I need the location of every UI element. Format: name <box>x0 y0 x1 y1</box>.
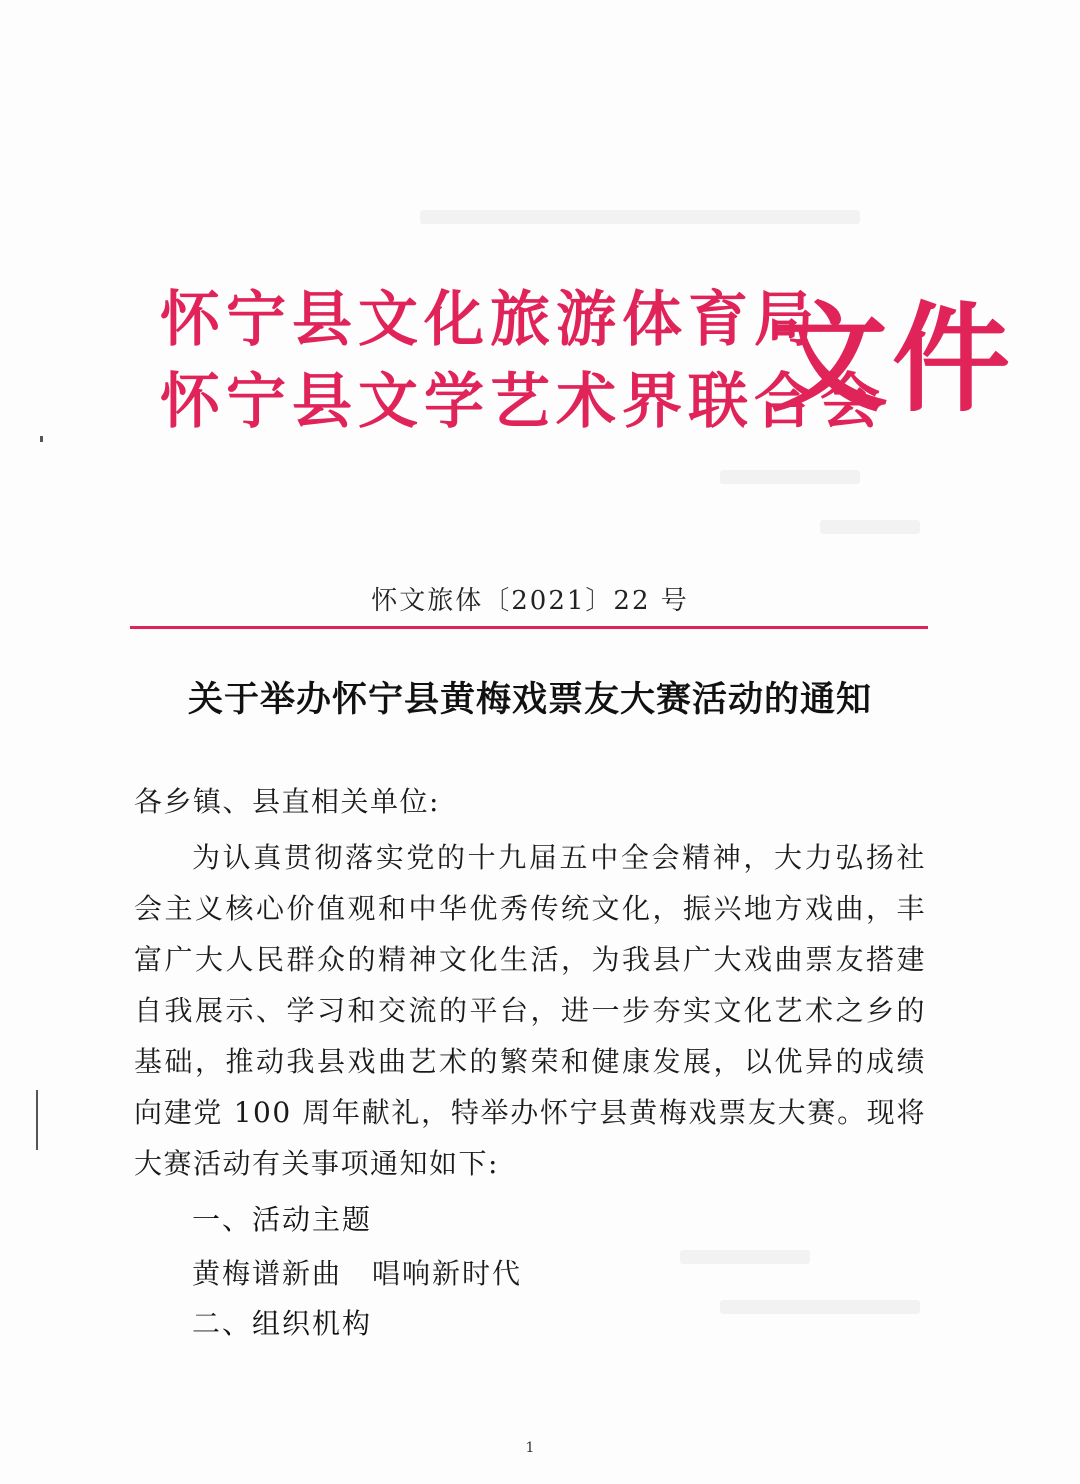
red-divider-line <box>130 626 928 629</box>
scan-edge-mark <box>36 1090 38 1150</box>
bleed-through-mark <box>420 210 860 224</box>
document-number: 怀文旅体〔2021〕22 号 <box>371 586 689 616</box>
scan-edge-mark <box>40 436 43 442</box>
section-heading-organization: 二、组织机构 <box>192 1307 373 1340</box>
red-masthead <box>160 280 1015 460</box>
document-word: 文件 <box>770 290 1015 428</box>
issuer-name-1: 怀宁县文化旅游体育局 <box>160 285 820 355</box>
bleed-through-mark <box>680 1250 810 1264</box>
section-heading-theme: 一、活动主题 <box>192 1203 373 1236</box>
bleed-through-mark <box>720 1300 920 1314</box>
bleed-through-mark <box>720 470 860 484</box>
page-number: 1 <box>525 1440 535 1456</box>
notice-title: 关于举办怀宁县黄梅戏票友大赛活动的通知 <box>187 679 872 720</box>
salutation: 各乡镇、县直相关单位: <box>134 785 440 818</box>
theme-text: 黄梅谱新曲 唱响新时代 <box>192 1257 523 1290</box>
issuer-name-2: 怀宁县文学艺术界联合会 <box>160 367 886 437</box>
bleed-through-mark <box>820 520 920 534</box>
body-paragraph: 为认真贯彻落实党的十九届五中全会精神，大力弘扬社会主义核心价值观和中华优秀传统文化，振兴地方戏曲，丰富广大人民群众的精神文化生活，为我县广大戏曲票友搭建自我展示、学习和交流的平台，进一步夯实文化艺术之乡的基础，推动我县戏曲艺术的繁荣和健康发展，以优异的成绩向建党 100 周年献礼，特举办怀宁县黄梅戏票友大赛。现将大赛活动有关事项通知如下: <box>134 841 926 1180</box>
